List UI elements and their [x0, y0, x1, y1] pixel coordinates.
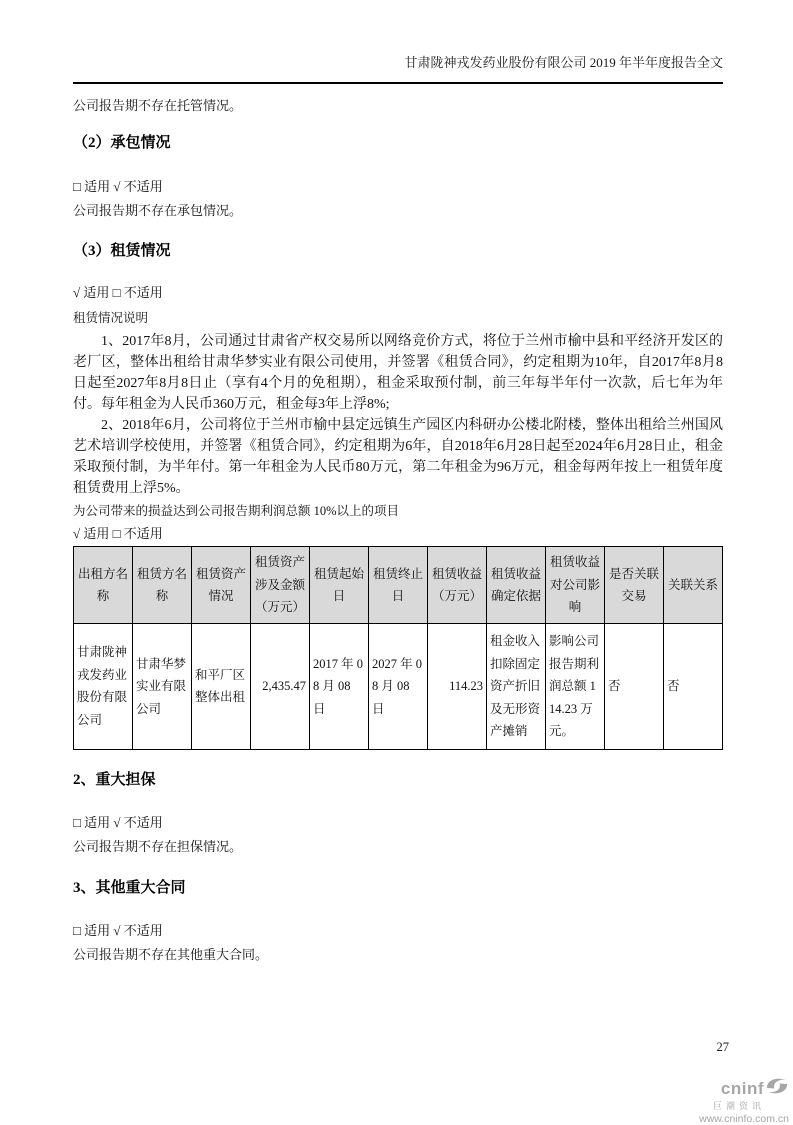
cell-start-date: 2017 年 08 月 08 日 — [310, 623, 369, 749]
col-lessor-name: 出租方名称 — [74, 547, 133, 624]
table-row — [74, 623, 723, 749]
col-start-date: 租赁起始日 — [310, 547, 369, 624]
col-end-date: 租赁终止日 — [369, 547, 428, 624]
cell-lessor-name: 甘肃陇神戎发药业股份有限公司 — [74, 623, 133, 749]
col-asset-condition: 租赁资产情况 — [192, 547, 251, 624]
custody-note: 公司报告期不存在托管情况。 — [73, 97, 243, 113]
cell-related-transaction: 否 — [605, 623, 664, 749]
cninfo-logo-row — [699, 1076, 789, 1100]
cell-income-impact: 影响公司报告期利润总额 114.23 万元。 — [546, 623, 605, 749]
cninfo-logo-caption: 巨潮资讯 — [712, 1101, 765, 1111]
cell-income: 114.23 — [428, 623, 487, 749]
page-number: 27 — [716, 1040, 729, 1054]
lease-table — [73, 546, 723, 750]
lease-table-header-row — [74, 547, 723, 624]
page-content — [73, 98, 723, 964]
contracting-applicability: □ 适用 √ 不适用 — [73, 179, 163, 195]
leasing-applicability: √ 适用 □ 不适用 — [73, 285, 163, 301]
page-header — [73, 0, 723, 84]
col-related-transaction: 是否关联交易 — [605, 547, 664, 624]
report-title: 甘肃陇神戎发药业股份有限公司 2019 年半年度报告全文 — [404, 55, 723, 70]
cell-end-date: 2027 年 08 月 08 日 — [369, 623, 428, 749]
other-contracts-note: 公司报告期不存在其他重大合同。 — [73, 947, 269, 963]
col-income-impact: 租赁收益对公司影响 — [546, 547, 605, 624]
other-contracts-heading: 3、其他重大合同 — [73, 879, 186, 896]
cell-lessee-name: 甘肃华梦实业有限公司 — [133, 623, 192, 749]
col-income-basis: 租赁收益确定依据 — [487, 547, 546, 624]
guarantee-applicability: □ 适用 √ 不适用 — [73, 815, 163, 831]
col-lessee-name: 租赁方名称 — [133, 547, 192, 624]
cell-relationship: 否 — [664, 623, 723, 749]
profit-threshold-label: 为公司带来的损益达到公司报告期利润总额 10%以上的项目 — [73, 504, 400, 519]
leasing-paragraph-2: 2、2018年6月，公司将位于兰州市榆中县定远镇生产园区内科研办公楼北附楼，整体出租给兰州国风艺术培训学校使用，并签署《租赁合同》，约定租期为6年，自2018年6月28日起至2024年6月28日止，租金采取预付制，为半年付。第一年租金为人民币80万元，第二年租金为96万元，租金每两年按上一租赁年度租赁费用上浮5%。 — [73, 418, 723, 497]
cninfo-logo-url: www.cninfo.com.cn — [699, 1113, 789, 1125]
lease-table-body — [74, 623, 723, 749]
other-contracts-applicability: □ 适用 √ 不适用 — [73, 923, 163, 939]
leasing-note-label: 租赁情况说明 — [73, 310, 149, 325]
col-relationship: 关联关系 — [664, 547, 723, 624]
contracting-note: 公司报告期不存在承包情况。 — [73, 202, 243, 218]
leasing-paragraph-1: 1、2017年8月，公司通过甘肃省产权交易所以网络竞价方式，将位于兰州市榆中县和平经济开发区的老厂区，整体出租给甘肃华梦实业有限公司使用，并签署《租赁合同》，约定租期为10年，自2017年8月8日起至2027年8月8日止（享有4个月的免租期），租金采取预付制，前三年每半年付一次款，后七年为年付。每年租金为人民币360万元，租金每3年上浮8%; — [73, 334, 723, 413]
cninfo-logo — [699, 1076, 789, 1125]
contracting-heading: （2）承包情况 — [73, 134, 171, 151]
profit-threshold-applicability: √ 适用 □ 不适用 — [73, 526, 163, 542]
cninfo-logo-text: cninf — [720, 1078, 764, 1098]
guarantee-note: 公司报告期不存在担保情况。 — [73, 838, 243, 854]
cell-asset-condition: 和平厂区整体出租 — [192, 623, 251, 749]
col-asset-amount: 租赁资产涉及金额（万元） — [251, 547, 310, 624]
cell-income-basis: 租金收入扣除固定资产折旧及无形资产摊销 — [487, 623, 546, 749]
lease-table-head — [74, 547, 723, 624]
cninfo-swoosh-icon — [765, 1076, 789, 1100]
col-income: 租赁收益（万元） — [428, 547, 487, 624]
guarantee-heading: 2、重大担保 — [73, 771, 156, 788]
cell-asset-amount: 2,435.47 — [251, 623, 310, 749]
leasing-heading: （3）租赁情况 — [73, 242, 171, 259]
